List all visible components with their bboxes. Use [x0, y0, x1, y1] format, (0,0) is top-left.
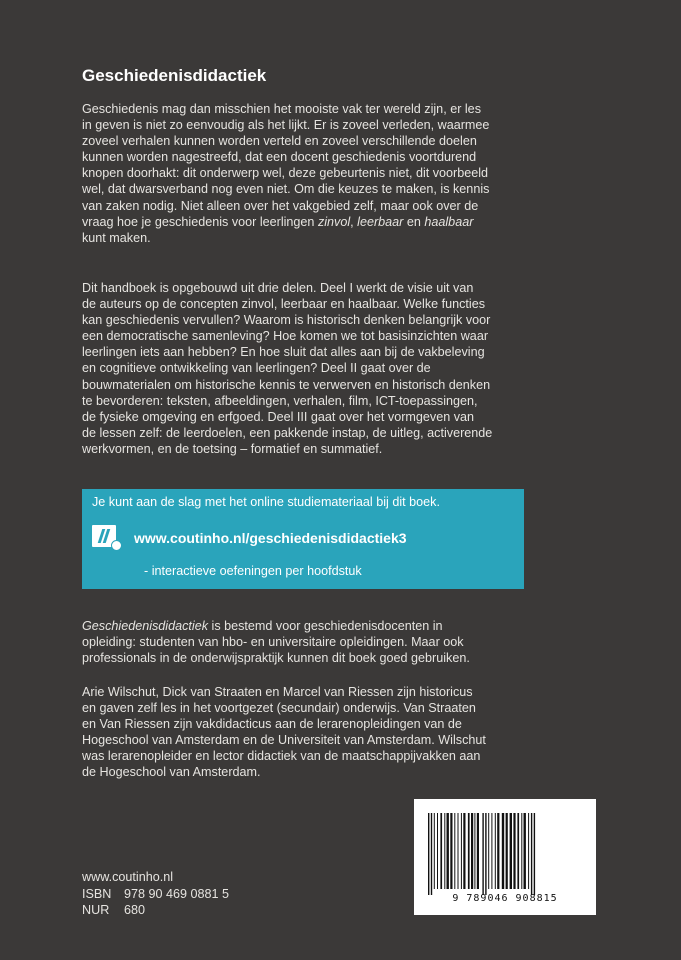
- authors-paragraph: [82, 684, 602, 781]
- barcode-bar: [454, 813, 455, 889]
- text-segment: Geschiedenis mag dan misschien het mooiste vak ter wereld zijn, er les: [82, 102, 481, 116]
- text-segment: van zaken nodig. Niet alleen over het vakgebied zelf, maar ook over de: [82, 198, 479, 213]
- promo-subtext: - interactieve oefeningen per hoofdstuk: [144, 564, 362, 578]
- barcode-bar: [440, 813, 442, 889]
- barcode-bar: [524, 813, 526, 889]
- barcode-bar: [491, 813, 492, 889]
- text-segment: kunnen worden nagestreefd, dat een docent geschiedenis voortdurend: [82, 150, 477, 165]
- text-line: [82, 165, 602, 181]
- text-line: [82, 344, 602, 360]
- text-line: [82, 214, 602, 230]
- barcode-bar: [444, 813, 445, 889]
- barcode-bar: [447, 813, 449, 889]
- text-segment: Dit handboek is opgebouwd uit drie delen. Deel I werkt de visie uit van: [82, 281, 474, 295]
- text-segment: en gaven zelf les in het voortgezet (secundair) onderwijs. Van Straaten: [82, 701, 476, 716]
- nur-value: 680: [124, 903, 146, 917]
- text-segment: kunt maken.: [82, 230, 151, 245]
- text-segment: ,: [350, 214, 358, 229]
- text-line: [82, 425, 602, 441]
- italic-text: haalbaar: [424, 214, 474, 229]
- barcode-bar: [517, 813, 519, 889]
- text-line: [82, 328, 602, 344]
- barcode-bar: [513, 813, 515, 889]
- text-line: [82, 618, 602, 634]
- text-segment: en Van Riessen zijn vakdidacticus aan de lerarenopleidingen van de: [82, 717, 462, 732]
- text-line: [82, 732, 602, 748]
- text-line: [82, 441, 602, 457]
- barcode-bar: [531, 813, 532, 895]
- barcode-bar: [463, 813, 465, 889]
- barcode-bar: [461, 813, 462, 889]
- intro-paragraph: [82, 101, 602, 246]
- text-segment: zoveel verhalen kunnen worden verteld en zoveel verschillende doelen: [82, 134, 477, 149]
- online-study-material-banner: [82, 489, 524, 589]
- text-line: [82, 117, 602, 133]
- text-line: [82, 716, 602, 732]
- barcode-bar: [528, 813, 529, 889]
- isbn-label: ISBN: [82, 886, 112, 901]
- text-segment: is bestemd voor geschiedenisdocenten in: [208, 619, 443, 633]
- barcode-digits: 9 789046 908815: [452, 893, 558, 904]
- text-line: [82, 280, 602, 296]
- barcode-bar: [510, 813, 512, 889]
- text-segment: bouwmaterialen om historische kennis te verwerven en historisch denken: [82, 377, 491, 392]
- text-line: [82, 634, 602, 650]
- text-segment: Arie Wilschut, Dick van Straaten en Marcel van Riessen zijn historicus: [82, 685, 473, 699]
- barcode: [414, 799, 596, 915]
- text-line: [82, 101, 602, 117]
- audience-paragraph: [82, 618, 602, 666]
- text-line: [82, 700, 602, 716]
- italic-text: zinvol: [317, 214, 351, 229]
- barcode-bar: [431, 813, 432, 895]
- nur-label: NUR: [82, 903, 110, 917]
- barcode-bar: [450, 813, 452, 889]
- text-line: [82, 149, 602, 165]
- italic-text: Geschiedenisdidactiek: [82, 619, 209, 633]
- text-line: [82, 296, 602, 312]
- book-title: Geschiedenisdidactiek: [82, 66, 267, 85]
- text-line: [82, 312, 602, 328]
- barcode-bar: [497, 813, 499, 889]
- promo-intro: Je kunt aan de slag met het online studiemateriaal bij dit boek.: [92, 495, 440, 509]
- barcode-bar: [437, 813, 438, 889]
- text-line: [82, 650, 602, 666]
- text-line: [82, 230, 602, 246]
- text-line: [82, 748, 602, 764]
- text-segment: leerlingen iets aan hebben? En hoe sluit dat alles aan bij de vakbeleving: [82, 345, 485, 360]
- barcode-bar: [471, 813, 473, 889]
- barcode-bar: [521, 813, 522, 889]
- text-segment: professionals in de onderwijspraktijk kunnen dit boek goed gebruiken.: [82, 651, 470, 666]
- text-segment: was lerarenopleider en lector didactiek van de maatschappijvakken aan: [82, 749, 481, 764]
- text-line: [82, 181, 602, 197]
- publisher-website[interactable]: www.coutinho.nl: [82, 870, 174, 884]
- text-segment: te bevorderen: teksten, afbeeldingen, verhalen, film, ICT-toepassingen,: [82, 393, 478, 408]
- text-line: [82, 377, 602, 393]
- barcode-bar: [495, 813, 496, 889]
- text-segment: en: [403, 214, 425, 229]
- text-segment: de auteurs op de concepten zinvol, leerbaar en haalbaar. Welke functies: [82, 297, 486, 312]
- text-segment: de lessen zelf: de leerdoelen, een pakkende instap, de uitleg, activerende: [82, 425, 493, 440]
- text-line: [82, 133, 602, 149]
- text-segment: opleiding: studenten van hbo- en universitaire opleidingen. Maar ook: [82, 635, 464, 650]
- text-segment: werkvormen, en de toetsing – formatief en summatief.: [82, 441, 383, 456]
- text-line: [82, 764, 602, 780]
- barcode-bar: [506, 813, 508, 889]
- coutinho-logo-icon: [92, 525, 116, 547]
- barcode-bar: [482, 813, 483, 895]
- barcode-bar: [485, 813, 486, 895]
- text-line: [82, 409, 602, 425]
- barcode-bar: [534, 813, 535, 895]
- barcode-bar: [502, 813, 504, 889]
- barcode-bar: [474, 813, 475, 889]
- barcode-bar: [458, 813, 459, 889]
- nur-line: [82, 902, 229, 919]
- text-line: [82, 684, 602, 700]
- text-segment: vraag hoe je geschiedenis voor leerlingen: [82, 214, 318, 229]
- text-line: [82, 360, 602, 376]
- text-segment: de Hogeschool van Amsterdam.: [82, 765, 261, 780]
- text-segment: de fysieke omgeving en erfgoed. Deel III gaat over het vormgeven van: [82, 409, 475, 424]
- contents-paragraph: [82, 280, 602, 457]
- barcode-bar: [477, 813, 479, 889]
- text-segment: in geven is niet zo eenvoudig als het lijkt. Er is zoveel verleden, waarmee: [82, 118, 490, 133]
- publication-info: [82, 869, 229, 919]
- barcode-bar: [488, 813, 489, 889]
- text-segment: en cognitieve ontwikkeling van leerlingen? Deel II gaat over de: [82, 361, 431, 376]
- barcode-bar: [468, 813, 470, 889]
- text-segment: wel, dat dwarsverband nog even niet. Om die keuzes te maken, is kennis: [82, 182, 490, 197]
- text-line: [82, 393, 602, 409]
- isbn-value: 978 90 469 0881 5: [124, 886, 230, 901]
- text-segment: knopen doorhakt: dit onderwerp wel, deze gebeurtenis niet, dit voorbeeld: [82, 166, 489, 181]
- text-line: [82, 198, 602, 214]
- text-segment: kan geschiedenis vervullen? Waarom is historisch denken belangrijk voor: [82, 313, 491, 328]
- barcode-bar: [428, 813, 429, 895]
- text-segment: Hogeschool van Amsterdam en de Universiteit van Amsterdam. Wilschut: [82, 733, 486, 748]
- isbn-line: [82, 886, 229, 903]
- study-material-link[interactable]: www.coutinho.nl/geschiedenisdidactiek3: [134, 530, 407, 546]
- barcode-bar: [434, 813, 435, 889]
- text-segment: een democratische samenleving? Hoe komen we tot basisinzichten waar: [82, 329, 489, 344]
- italic-text: leerbaar: [357, 214, 404, 229]
